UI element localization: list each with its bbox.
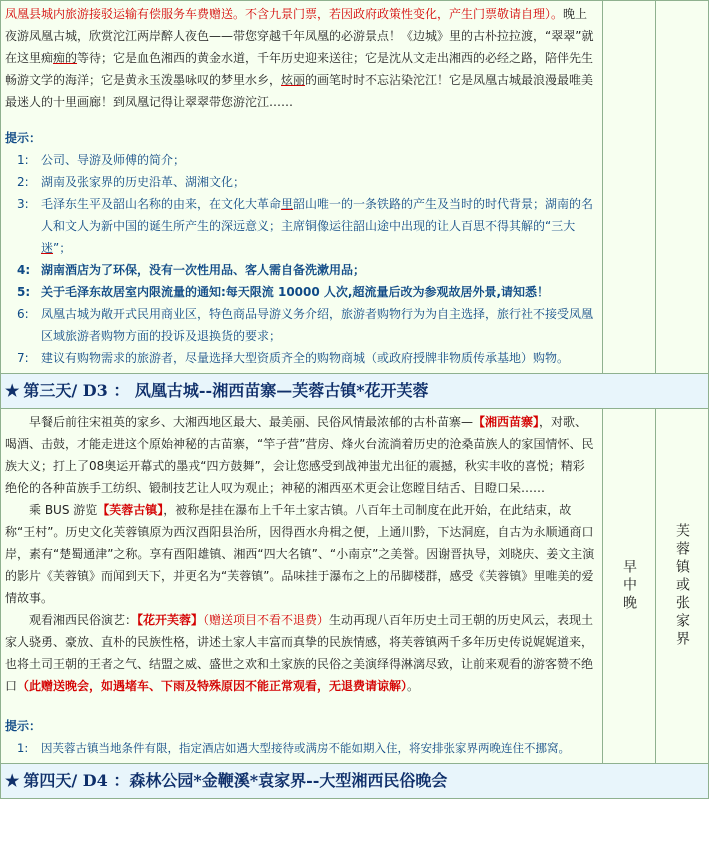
day3-tips-list — [5, 737, 596, 759]
day3-content-row — [1, 409, 709, 764]
day3-paragraph-show: 观看湘西民俗演艺：【花开芙蓉】（赠送项目不看不退费）生动再现八百年历史土司王朝的历史风云，表现土家人骁勇、豪放、直朴的民族性格，讲述土家人丰富而真挚的民族情感，将芙蓉镇两千多年历史传说娓娓道来，也将土司王朝的王者之气、结盟之威、盛世之欢和土家族的民俗之美演绎得淋漓尽致，让前来观看的游客赞不绝口（此赠送晚会，如遇堵车、下雨及特殊原因不能正常观看，无退费请谅解）。 — [5, 613, 594, 693]
tips-heading: 提示： — [5, 131, 42, 145]
day2-stay-cell — [656, 1, 709, 374]
tip-item-1: 1: 公司、导游及师傅的简介； — [17, 153, 186, 167]
night-tour-text-c: 的画笔时时不忘沾染沱江！它是凤凰古城最浪漫最唯美最迷人的十里画廊！到凤凰记得让翠翠带您游沱江…… — [5, 73, 594, 109]
underlined-word-2: 炫丽 — [281, 73, 306, 87]
day4-title-text: 第四天/ D4 ：森林公园*金鞭溪*袁家界--大型湘西民俗晚会 — [23, 771, 448, 790]
tip-item-2: 2: 湖南及张家界的历史沿革、湖湘文化； — [17, 175, 246, 189]
tag-furong-town: 【芙蓉古镇】 — [97, 503, 164, 517]
day3-title — [1, 374, 708, 408]
day3-title-row — [1, 374, 709, 409]
night-tour-text-b: 等待；它是血色湘西的黄金水道，千年历史迎来送往；它是沈从文走出湘西的必经之路，陪伴先生畅游文学的海洋；它是黄永玉泼墨咏叹的梦里水乡， — [5, 51, 594, 87]
tip-item-7: 7: 建议有购物需求的旅游者，尽量选择大型资质齐全的购物商城（或政府授牌非物质传承基地）购物。 — [17, 351, 570, 365]
day2-meal-cell — [603, 1, 656, 374]
day3-paragraph-furong: 乘 BUS 游览【芙蓉古镇】，被称是挂在瀑布上千年土家古镇。八百年土司制度在此开始，在此结束，故称“王村”。历史文化芙蓉镇原为西汉酉阳县治所，因得酉水舟楫之便，上通川黔，下达洞庭，自古为永顺通商口岸，素有“楚蜀通津”之称。享有酉阳雄镇、湘西“四大名镇”、“小南京”之美誉。因谢晋执导，刘晓庆、姜文主演的影片《芙蓉镇》而闻到天下，并更名为“芙蓉镇”。品味挂于瀑布之上的吊脚楼群，感受《芙蓉镇》里唯美的爱情故事。 — [5, 503, 595, 605]
show-disclaimer: （此赠送晚会，如遇堵车、下雨及特殊原因不能正常观看，无退费请谅解） — [17, 679, 408, 693]
day2-text — [1, 1, 602, 373]
day3-text — [1, 409, 602, 763]
day3-accommodation: 芙蓉镇或张家界 — [674, 523, 690, 649]
underlined-word-1: 痴的 — [53, 51, 78, 65]
day3-title-text: 第三天/ D3 ： 凤凰古城--湘西苗寨—芙蓉古镇*花开芙蓉 — [23, 381, 429, 400]
day3-title-cell — [1, 374, 709, 409]
day3-meal-cell — [603, 409, 656, 764]
day4-title-cell — [1, 764, 709, 799]
day3-tip-item-1: 1: 因芙蓉古镇当地条件有限，指定酒店如遇大型接待或满房不能如期入住，将安排张家界两晚连住不挪窝。 — [17, 741, 570, 755]
day3-tips-heading: 提示： — [5, 719, 42, 733]
tip-item-4: 4: 湖南酒店为了环保，没有一次性用品、客人需自备洗漱用品； — [17, 263, 366, 277]
tip-item-6: 6: 凤凰古城为敞开式民用商业区，特色商品导游义务介绍，旅游者购物行为为自主选择，旅行社不接受凤凰区域旅游者购物方面的投诉及退换货的要求； — [17, 307, 594, 343]
day4-title — [1, 764, 708, 798]
day2-content-row — [1, 1, 709, 374]
day3-meals: 早中晚 — [621, 559, 637, 613]
tag-show-note: （赠送项目不看不退费） — [203, 613, 330, 627]
tag-show: 【花开芙蓉】 — [137, 613, 204, 627]
tag-miao-village: 【湘西苗寨】 — [473, 415, 540, 429]
tips-list — [5, 149, 596, 369]
tip-item-3: 3: 毛泽东生平及韶山名称的由来，在文化大革命里韶山唯一的一条铁路的产生及当时的时代背景；湖南的名人和文人为新中国的诞生所产生的深远意义；主席铜像运往韶山途中出现的让人百思不得其解的“三大迷”； — [17, 197, 594, 255]
star-icon: ★ — [5, 381, 20, 400]
day3-paragraph-miao: 早餐后前往宋祖英的家乡、大湘西地区最大、最美丽、民俗风情最浓郁的古朴苗寨—【湘西苗寨】，对歌、喝酒、击鼓，才能走进这个原始神秘的古苗寨，“竿子营”营房、烽火台流淌着历史的沧桑苗族人的家国情怀、民族大义；打上了08奥运开幕式的墨戎“四方鼓舞”，会让您感受到战神蚩尤出征的震撼，秋实丰收的喜悦；精彩绝伦的各种苗族手工纺织、锻制技艺让人叹为观止；神秘的湘西巫术更会让您瞠目结舌、目瞪口呆…… — [5, 415, 594, 495]
fee-note-red: 凤凰县城内旅游接驳运输有偿服务车费赠送。不含九景门票，若因政府政策性变化，产生门票敬请自理）。 — [5, 7, 564, 21]
tip-item-5: 5: 关于毛泽东故居室内限流量的通知:每天限流 10000 人次,超流量后改为参观故居外景,请知悉！ — [17, 285, 550, 299]
day2-description-cell — [1, 1, 603, 374]
day3-description-cell — [1, 409, 603, 764]
night-tour-text-a: 晚上夜游凤凰古城，欣赏沱江两岸醉人夜色——带您穿越千年凤凰的必游景点！《边城》里的古朴拉拉渡，“翠翠”就在这里痴 — [5, 7, 594, 65]
day4-title-row — [1, 764, 709, 799]
star-icon: ★ — [5, 771, 20, 790]
day3-stay-cell — [656, 409, 709, 764]
day2-paragraph — [5, 3, 596, 113]
